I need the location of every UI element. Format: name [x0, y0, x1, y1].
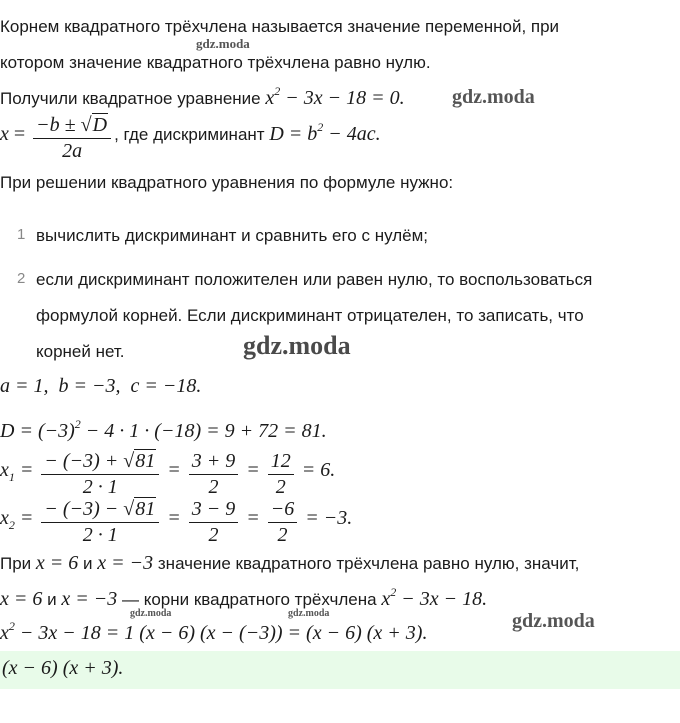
list-number: 2 [17, 270, 26, 287]
watermark: gdz.moda [243, 331, 351, 360]
paragraph-method: При решении квадратного уравнения по формуле нужно: [0, 173, 454, 192]
watermark: gdz.moda [196, 36, 250, 51]
conclusion-and-text: и [83, 554, 93, 573]
conclusion-line-1: При x = 6 и x = −3 значение квадратного трёхчлена равно нулю, значит, [0, 552, 580, 574]
formula-where-text: , где дискриминант [114, 124, 265, 144]
roots-post-text: — корни квадратного трёхчлена [121, 590, 377, 609]
answer: (x − 6) (x + 3). [2, 657, 124, 679]
coefficients: a = 1, b = −3, c = −18. [0, 375, 202, 397]
discriminant-formula: $D = b^2 - 4ac$. [269, 119, 381, 145]
roots-and-text: и [47, 590, 57, 609]
paragraph-definition-line-1: Корнем квадратного трёхчлена называется значение переменной, при [0, 17, 560, 36]
conclusion-post-text: значение квадратного трёхчлена равно нулю, значит, [157, 554, 580, 573]
factorization: $x^2 - 3x - 18 = 1$ (x − 6) (x − (−3)) = (x − 6) (x + 3). [0, 619, 428, 644]
discriminant-calculation: $D = (-3)^2 - 4 \cdot 1 \cdot (-18) = 9 + 72 = 81$. [0, 417, 327, 442]
list-number: 1 [17, 226, 26, 243]
list-item-2-line-2: формулой корней. Если дискриминант отрицателен, то записать, что [36, 306, 584, 325]
quadratic-formula-line: x = $\frac{-b \pm √D}{2a}$ , где дискриминант $D = b^2 - 4ac$. [0, 114, 381, 159]
root-x2-calculation: $x_2$ = $\frac{- (-3) - √81}{2 \cdot 1}$ = $\frac{3 - 9}{2}$ = $\frac{-6}{2}$ = −3. [0, 498, 353, 543]
equation-line [0, 84, 405, 110]
equation-lead-text: Получили квадратное уравнение [0, 89, 261, 108]
watermark: gdz.moda [452, 86, 535, 108]
paragraph-definition-line-2: котором значение квадратного трёхчлена равно нулю. [0, 53, 431, 72]
equation-formula: $x^2 - 3x - 18 = 0$. [265, 84, 405, 109]
watermark: gdz.moda [288, 608, 330, 619]
list-item-2-line-3: корней нет. [36, 342, 125, 361]
root-x1-calculation: $x_1$ = $\frac{- (-3) + √81}{2 \cdot 1}$ = $\frac{3 + 9}{2}$ = $\frac{12}{2}$ = 6. [0, 450, 336, 495]
list-item-1: вычислить дискриминант и сравнить его с нулём; [36, 226, 429, 245]
watermark: gdz.moda [130, 608, 172, 619]
root-formula-fraction: $\frac{-b \pm √D}{2a}$ [33, 112, 111, 159]
list-item-2-line-1: если дискриминант положителен или равен нулю, то воспользоваться [36, 270, 593, 289]
conclusion-pre-text: При [0, 554, 32, 573]
conclusion-line-2: x = 6 и x = −3 — корни квадратного трёхчлена $x^2 - 3x - 18$. [0, 585, 488, 610]
watermark: gdz.moda [512, 610, 595, 632]
